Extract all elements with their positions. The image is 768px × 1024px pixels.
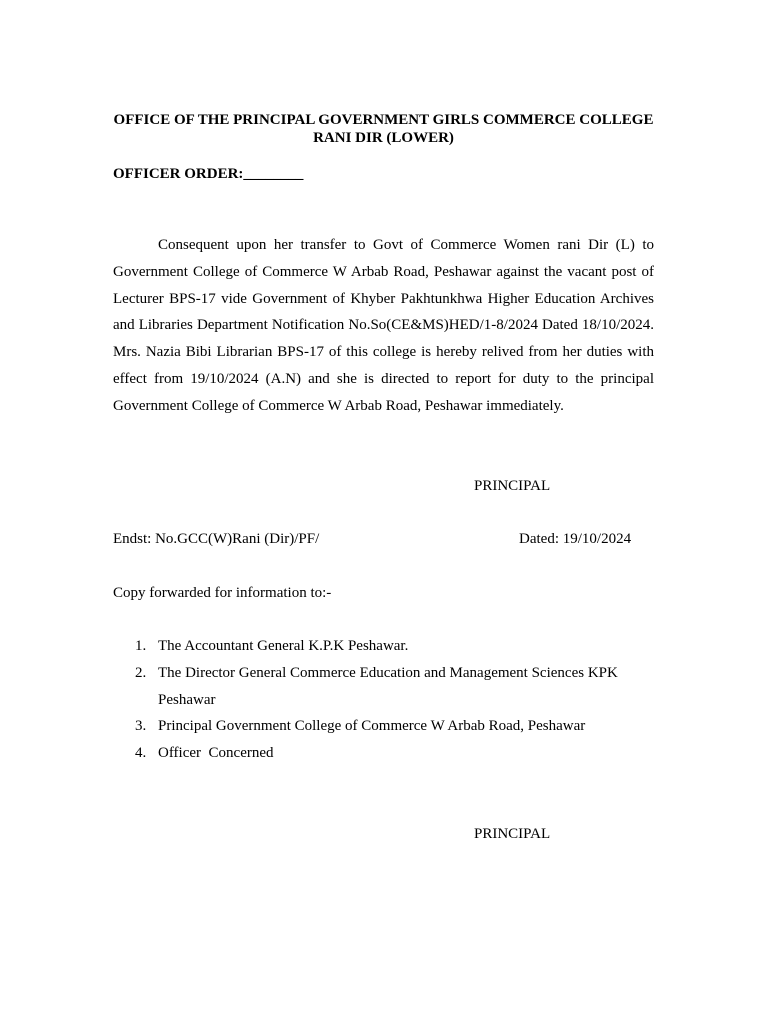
list-item-text: Officer Concerned [158,745,274,762]
principal-signature-2: PRINCIPAL [474,826,551,842]
list-item [113,740,628,767]
order-body-paragraph: Consequent upon her transfer to Govt of Commerce Women rani Dir (L) to Government College of Commerce W Arbab Road, Peshawar against the vacant post of Lecturer BPS-17 vide Government of Khyber Pakhtunkhwa Higher Education Archives and Libraries Department Notification No.So(CE&MS)HED/1-8/2024 Dated 18/10/2024. Mrs. Nazia Bibi Librarian BPS-17 of this college is hereby relived from her duties with effect from 19/10/2024 (A.N) and she is directed to report for duty to the principal Government College of Commerce W Arbab Road, Peshawar immediately. [113,237,654,414]
list-item-number: 4. [135,745,147,762]
list-item-text: The Director General Commerce Education and Management Sciences KPK Peshawar [158,664,622,708]
document-heading: OFFICE OF THE PRINCIPAL GOVERNMENT GIRLS COMMERCE COLLEGE RANI DIR (LOWER) [113,112,654,146]
list-item [113,660,628,714]
list-item [113,713,628,740]
list-item-number: 2. [135,664,147,681]
copy-forwarded-label: Copy forwarded for information to:- [113,585,332,601]
list-item-text: Principal Government College of Commerce W Arbab Road, Peshawar [158,718,586,735]
list-item-number: 3. [135,718,147,735]
list-item [113,633,628,660]
principal-signature-1: PRINCIPAL [474,478,551,494]
endorsement-date: Dated: 19/10/2024 [519,531,632,547]
officer-order-label: OFFICER ORDER:________ [113,166,304,182]
list-item-number: 1. [135,638,147,654]
list-item-text: The Accountant General K.P.K Peshawar. [158,638,409,654]
copy-recipient-list [113,633,654,767]
endorsement-number: Endst: No.GCC(W)Rani (Dir)/PF/ [113,531,320,547]
